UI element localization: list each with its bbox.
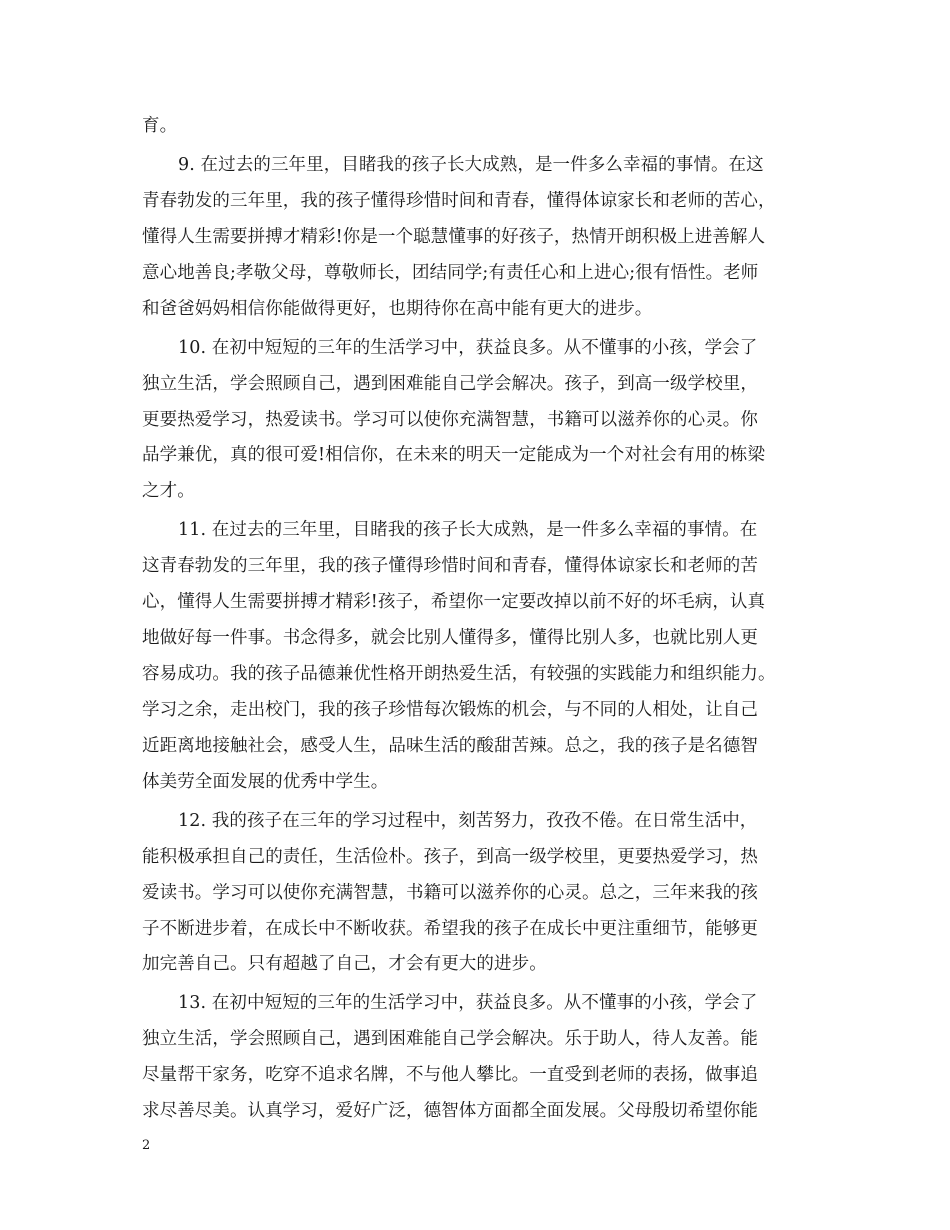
text-line: 爱读书。学习可以使你充满智慧，书籍可以滋养你的心灵。总之，三年来我的孩 bbox=[142, 883, 758, 903]
text-line: 心，懂得人生需要拼搏才精彩!孩子，希望你一定要改掉以前不好的坏毛病，认真 bbox=[142, 592, 766, 612]
text-line: 学习之余，走出校门，我的孩子珍惜每次锻炼的机会，与不同的人相处，让自己 bbox=[142, 700, 758, 720]
text-line: 12. 我的孩子在三年的学习过程中，刻苦努力，孜孜不倦。在日常生活中， bbox=[178, 811, 758, 831]
text-line: 意心地善良;孝敬父母，尊敬师长，团结同学;有责任心和上进心;很有悟性。老师 bbox=[142, 263, 759, 283]
text-line: 13. 在初中短短的三年的生活学习中，获益良多。从不懂事的小孩，学会了 bbox=[178, 993, 758, 1013]
text-line: 懂得人生需要拼搏才精彩!你是一个聪慧懂事的好孩子，热情开朗积极上进善解人 bbox=[142, 227, 766, 247]
text-line: 和爸爸妈妈相信你能做得更好，也期待你在高中能有更大的进步。 bbox=[142, 299, 653, 319]
text-line: 这青春勃发的三年里，我的孩子懂得珍惜时间和青春，懂得体谅家长和老师的苦 bbox=[142, 556, 758, 576]
text-line: 之才。 bbox=[142, 481, 195, 501]
text-line: 10. 在初中短短的三年的生活学习中，获益良多。从不懂事的小孩，学会了 bbox=[178, 338, 758, 358]
text-line: 容易成功。我的孩子品德兼优性格开朗热爱生活，有较强的实践能力和组织能力。 bbox=[142, 664, 776, 684]
text-line: 尽量帮干家务，吃穿不追求名牌，不与他人攀比。一直受到老师的表扬，做事追 bbox=[142, 1065, 758, 1085]
text-line: 独立生活，学会照顾自己，遇到困难能自己学会解决。乐于助人，待人友善。能 bbox=[142, 1029, 758, 1049]
text-line: 加完善自己。只有超越了自己，才会有更大的进步。 bbox=[142, 954, 547, 974]
page-number: 2 bbox=[142, 1138, 151, 1153]
text-line: 育。 bbox=[142, 116, 178, 136]
text-line: 11. 在过去的三年里，目睹我的孩子长大成熟，是一件多么幸福的事情。在 bbox=[178, 520, 758, 540]
text-line: 独立生活，学会照顾自己，遇到困难能自己学会解决。孩子，到高一级学校里， bbox=[142, 374, 758, 394]
text-line: 体美劳全面发展的优秀中学生。 bbox=[142, 772, 389, 792]
text-line: 能积极承担自己的责任，生活俭朴。孩子，到高一级学校里，更要热爱学习，热 bbox=[142, 847, 758, 867]
text-line: 9. 在过去的三年里，目睹我的孩子长大成熟，是一件多么幸福的事情。在这 bbox=[178, 155, 764, 175]
text-line: 求尽善尽美。认真学习，爱好广泛，德智体方面都全面发展。父母殷切希望你能 bbox=[142, 1101, 758, 1121]
text-line: 地做好每一件事。书念得多，就会比别人懂得多，懂得比别人多，也就比别人更 bbox=[142, 628, 758, 648]
text-line: 青春勃发的三年里，我的孩子懂得珍惜时间和青春，懂得体谅家长和老师的苦心， bbox=[142, 191, 776, 211]
text-line: 子不断进步着，在成长中不断收获。希望我的孩子在成长中更注重细节，能够更 bbox=[142, 919, 758, 939]
text-line: 更要热爱学习，热爱读书。学习可以使你充满智慧，书籍可以滋养你的心灵。你 bbox=[142, 410, 758, 430]
text-line: 品学兼优，真的很可爱!相信你，在未来的明天一定能成为一个对社会有用的栋梁 bbox=[142, 445, 766, 465]
text-line: 近距离地接触社会，感受人生，品味生活的酸甜苦辣。总之，我的孩子是名德智 bbox=[142, 736, 758, 756]
